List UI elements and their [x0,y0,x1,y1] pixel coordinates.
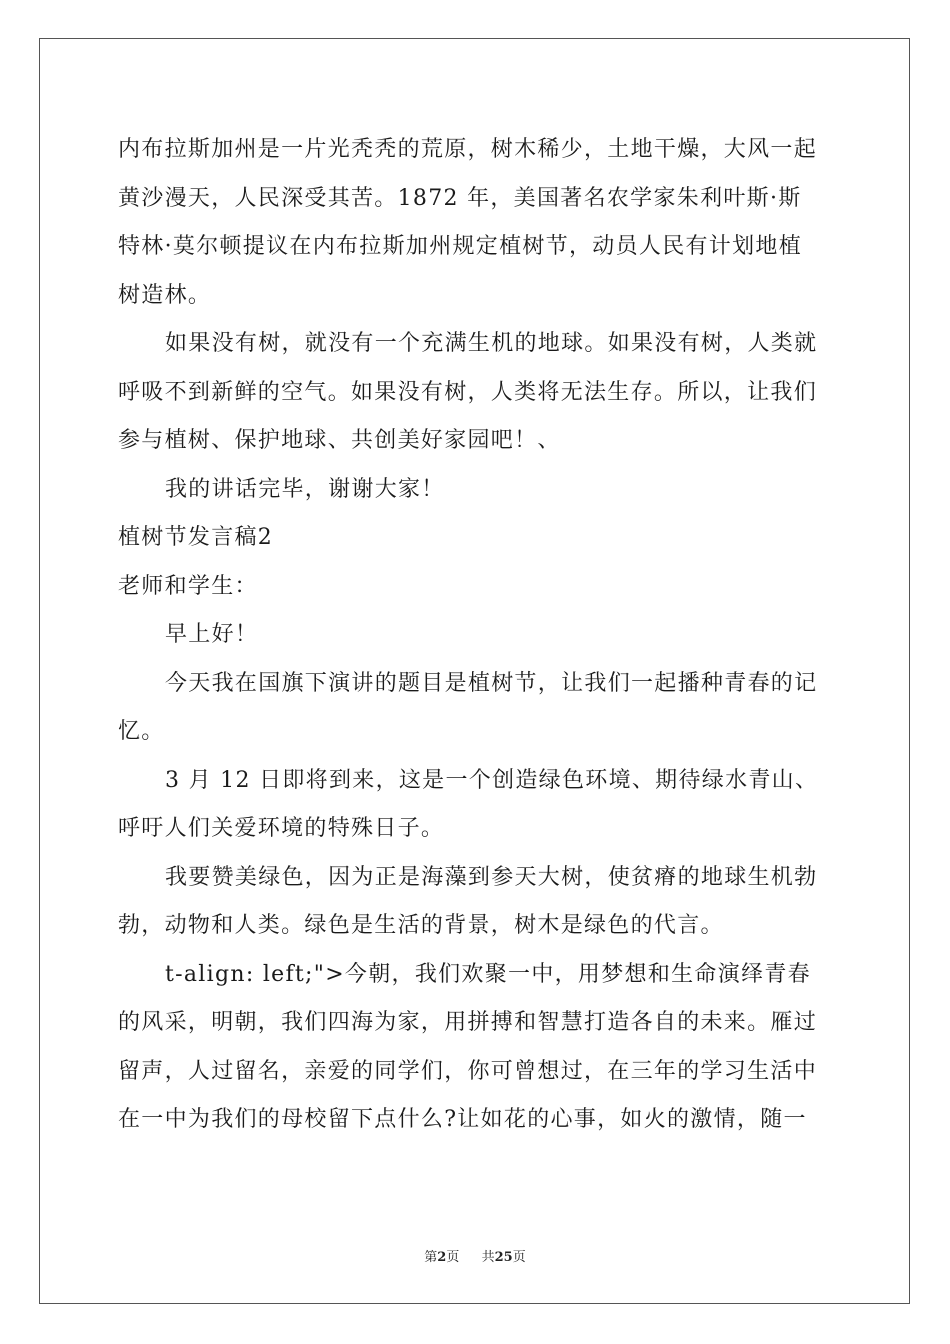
page-footer [0,1246,950,1265]
text-line: 在一中为我们的母校留下点什么?让如花的心事，如火的激情，随一 [118,1107,807,1132]
text-line: 黄沙漫天，人民深受其苦。1872 年，美国著名农学家朱利叶斯·斯 [118,185,802,211]
text-line: 参与植树、保护地球、共创美好家园吧！、 [118,428,561,453]
text-line: 特林·莫尔顿提议在内布拉斯加州规定植树节，动员人民有计划地植 [118,234,802,259]
current-page: 2 [437,1250,447,1265]
text-line: 勃，动物和人类。绿色是生活的背景，树木是绿色的代言。 [118,913,724,938]
text-line: 早上好！ [165,622,259,647]
text-line: 呼吸不到新鲜的空气。如果没有树，人类将无法生存。所以，让我们 [118,379,818,405]
text-line: 植树节发言稿2 [118,525,274,550]
total-count: 25 [494,1250,513,1265]
text-line: 呼吁人们关爱环境的特殊日子。 [118,816,445,841]
total-pages [482,1246,526,1265]
text-line: 我的讲话完毕，谢谢大家！ [165,476,445,502]
page-number [424,1246,459,1265]
text-line: 留声，人过留名，亲爱的同学们，你可曾想过，在三年的学习生活中 [118,1058,818,1084]
document-body [118,126,838,1145]
text-line: 忆。 [118,719,165,744]
text-line: 内布拉斯加州是一片光秃秃的荒原，树木稀少，土地干燥，大风一起 [118,137,818,162]
text-line: 的风采，明朝，我们四海为家，用拼搏和智慧打造各自的未来。雁过 [118,1010,818,1035]
text-line: 如果没有树，就没有一个充满生机的地球。如果没有树，人类就 [165,331,818,356]
text-line: 我要赞美绿色，因为正是海藻到参天大树，使贫瘠的地球生机勃 [165,864,818,890]
text-line: 老师和学生： [118,573,258,599]
total-prefix: 共 [481,1250,495,1265]
text-line: t-align: left;">今朝，我们欢聚一中，用梦想和生命演绎青春 [165,961,811,987]
page-prefix: 第 [424,1250,438,1265]
page-unit: 页 [446,1250,460,1265]
total-unit: 页 [512,1250,526,1265]
text-line: 树造林。 [118,282,212,308]
text-line: 3 月 12 日即将到来，这是一个创造绿色环境、期待绿水青山、 [165,767,819,793]
text-line: 今天我在国旗下演讲的题目是植树节，让我们一起播种青春的记 [165,670,818,696]
